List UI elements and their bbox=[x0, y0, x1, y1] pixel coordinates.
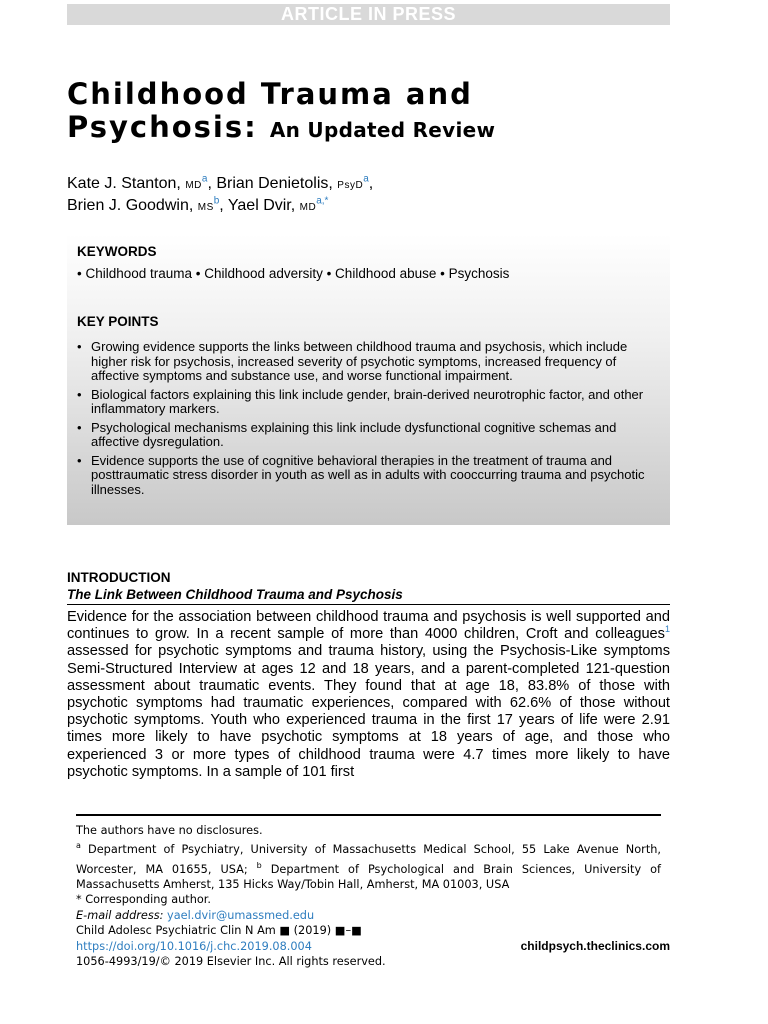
title-line-1: Childhood Trauma and bbox=[67, 77, 473, 111]
title-subtitle: An Updated Review bbox=[269, 118, 496, 142]
journal-citation: Child Adolesc Psychiatric Clin N Am ■ (2019) ■–■ bbox=[76, 924, 362, 937]
copyright-line: 1056-4993/19/© 2019 Elsevier Inc. All rights reserved. bbox=[76, 955, 386, 969]
author-list: Kate J. Stanton, MD$^a$, Brian Denietolis, PsyD$^a$, Brien J. Goodwin, MS$^b$, Yael Dvir, MD$^{a,*}$ bbox=[67, 173, 374, 214]
key-point-item: • Evidence supports the use of cognitive behavioral therapies in the treatment of trauma and posttraumatic stress disorder in youth as well as in adults with cooccurring trauma and psychotic illnesses. bbox=[77, 454, 662, 498]
doi-link[interactable]: https://doi.org/10.1016/j.chc.2019.08.004 bbox=[76, 939, 312, 953]
author-degree: MD bbox=[185, 180, 202, 191]
section-subheading: The Link Between Childhood Trauma and Psychosis bbox=[67, 587, 670, 605]
affiliation-a: Department of Psychiatry, University of Massachusetts Medical School, 55 Lake Avenue North, Worcester, MA 01655, USA; bbox=[76, 843, 661, 876]
author-affiliation-link[interactable]: a bbox=[201, 173, 208, 185]
footnote-divider bbox=[76, 814, 661, 816]
author-name: Kate J. Stanton, bbox=[67, 175, 181, 192]
author-affiliation-link[interactable]: a,* bbox=[316, 195, 329, 207]
author-name: Brian Denietolis, bbox=[216, 175, 333, 192]
affiliations-note bbox=[76, 838, 661, 892]
body-text-part: assessed for psychotic symptoms and trauma history, using the Psychosis-Like symptoms Semi-Structured Interview at ages 12 and 18 years, and a parent-completed 121-question assessment about traumatic events. They found that at age 18, 83.8% of those with psychotic symptoms had traumatic experiences, compared with 62.6% of those without psychotic symptoms. Youth who experienced trauma in the first 17 years of life were 2.91 times more likely to have psychotic symptoms at 18 years of age, and those who experienced 3 or more types of childhood trauma were 4.7 times more likely to have psychotic symptoms. In a sample of 101 first bbox=[67, 643, 670, 780]
email-link[interactable]: yael.dvir@umassmed.edu bbox=[167, 908, 315, 922]
aff-label: b bbox=[256, 860, 262, 870]
key-point-item: • Psychological mechanisms explaining this link include dysfunctional cognitive schemas and affective dysregulation. bbox=[77, 421, 662, 450]
email-line bbox=[76, 908, 661, 923]
author-affiliation-link[interactable]: a bbox=[363, 173, 369, 185]
key-points-heading: KEY POINTS bbox=[77, 314, 159, 329]
journal-info bbox=[76, 923, 670, 970]
corresponding-note: * Corresponding author. bbox=[76, 893, 211, 907]
keywords-heading: KEYWORDS bbox=[77, 244, 157, 259]
key-point-item: • Biological factors explaining this link include gender, brain-derived neurotrophic factor, and other inflammatory markers. bbox=[77, 388, 662, 417]
author-name: Brien J. Goodwin, bbox=[67, 197, 194, 214]
key-points-list bbox=[77, 340, 662, 501]
body-paragraph bbox=[67, 609, 670, 781]
affiliation-b: Department of Psychological and Brain Sciences, University of Massachusetts Amherst, 135 Hicks Way/Tobin Hall, Amherst, MA 01003, USA bbox=[76, 862, 662, 891]
body-text-part: Evidence for the association between childhood trauma and psychosis is well supported and continues to grow. In a recent sample of more than 4000 children, Croft and colleagues bbox=[67, 609, 670, 643]
section-heading: INTRODUCTION bbox=[67, 570, 171, 585]
author-degree: MD bbox=[299, 202, 317, 213]
keywords-keypoints-box bbox=[67, 234, 670, 525]
reference-link[interactable]: 1 bbox=[664, 624, 670, 635]
author-affiliation-link[interactable]: b bbox=[213, 195, 220, 207]
aff-label: a bbox=[76, 841, 81, 851]
author-degree: PsyD bbox=[337, 180, 364, 191]
article-title bbox=[67, 78, 677, 147]
email-label: E-mail address: bbox=[76, 908, 164, 922]
footnotes bbox=[76, 823, 661, 923]
disclosure-note: The authors have no disclosures. bbox=[76, 824, 263, 837]
keywords-list: • Childhood trauma • Childhood adversity • Childhood abuse • Psychosis bbox=[77, 266, 510, 281]
journal-site-link[interactable]: childpsych.theclinics.com bbox=[520, 938, 670, 953]
article-in-press-banner: ARTICLE IN PRESS bbox=[67, 4, 670, 25]
author-degree: MS bbox=[197, 202, 214, 213]
key-point-item: • Growing evidence supports the links between childhood trauma and psychosis, which include higher risk for psychosis, increased severity of psychotic symptoms, increased frequency of affective symptoms and substance use, and worse functional impairment. bbox=[77, 340, 662, 384]
author-name: Yael Dvir, bbox=[227, 197, 296, 214]
title-line-2: Psychosis: bbox=[67, 110, 258, 144]
